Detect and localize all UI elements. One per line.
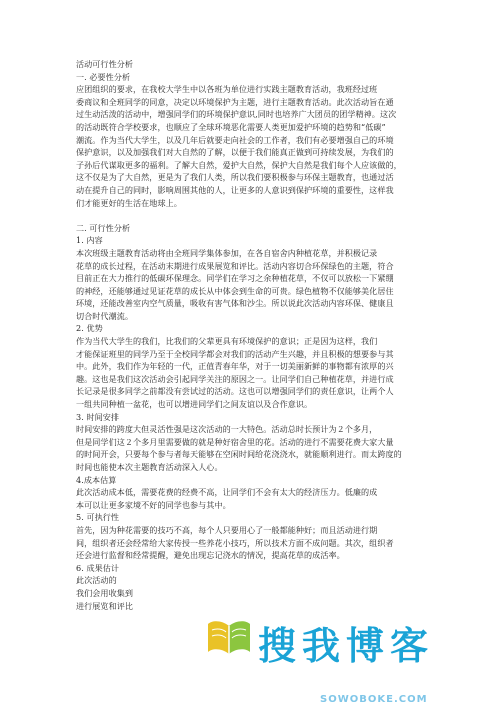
paragraph-necessity [76, 83, 428, 209]
text-line: 我们会用收集到 [76, 587, 134, 598]
subheading-executability: 5. 可执行性 [76, 512, 120, 523]
document-body [76, 58, 428, 612]
text-line: 才能保证班里的同学乃至于全校同学都会对我们的活动产生兴趣，并且积极的想要参与其 [76, 348, 394, 359]
subheading-schedule: 3. 时间安排 [76, 411, 120, 422]
subheading-advantage: 2. 优势 [76, 323, 103, 334]
text-line: 目前正在大力推行的低碳环保理念。同学们在学习之余种植花草，不仅可以放松一下紧绷 [76, 273, 394, 284]
text-line: 环境，还能改善室内空气质量，吸收有害气体和沙尘。所以说此次活动内容环保、健康且 [76, 298, 394, 309]
text-line: 趣。这也是我们这次活动会引起同学关注的原因之一。让同学们自己种植花草，并进行成 [76, 373, 394, 384]
paragraph-content [76, 247, 428, 323]
paragraph-schedule [76, 423, 428, 473]
blank-line [76, 209, 428, 222]
text-line: 们才能更好的生活在地球上。 [76, 197, 182, 208]
text-line: 还会进行监督和经常提醒，避免出现忘记浇水的情况，提高花草的成活率。 [76, 550, 345, 561]
text-line: 的活动既符合学校要求，也顺应了全球环境恶化需要人类更加爱护环境的趋势和“低碳” [76, 121, 386, 132]
text-line: 作为当代大学生的我们，比我们的父辈更具有环境保护的意识；正是因为这样，我们 [76, 336, 378, 347]
book-icon [206, 618, 252, 656]
text-line: 本次班级主题教育活动将由全班同学集体参加，在各自宿舍内种植花草，并积极记录 [76, 247, 378, 258]
text-line: 时间也能使本次主题教育活动深入人心。 [76, 462, 223, 472]
text-line: 进行展览和评比 [76, 600, 134, 611]
section-heading-necessity: 一. 必要性分析 [76, 71, 131, 82]
text-line: 应团组织的要求，在我校大学生中以各班为单位进行实践主题教育活动，我班经过班 [76, 84, 378, 95]
watermark-url: SOWOBOKE.COM [320, 694, 428, 705]
watermark-text: 搜我博客 [258, 624, 435, 668]
subheading-content: 1. 内容 [76, 235, 103, 246]
text-line: 的神经，还能够通过见证花草的成长从中体会到生命的可贵。绿色植物不仅能够美化居住 [76, 285, 394, 296]
paragraph-cost [76, 486, 428, 511]
text-line: 本可以让更多家境不好的同学也参与其中。 [76, 499, 231, 510]
text-line: 首先，因为种花需要的技巧不高，每个人只要用心了一般都能种好；而且活动进行期 [76, 524, 378, 535]
text-line: 的时间开会，只要每个参与者每天能够在空闲时间给花浇浇水，就能顺利进行。而太跨度的 [76, 449, 402, 460]
text-line: 此次活动的 [76, 575, 117, 586]
text-line: 此次活动成本低，需要花费的经费不高，让同学们不会有太大的经济压力。低廉的成 [76, 487, 378, 498]
paragraph-results [76, 574, 428, 612]
text-line: 间，组织者还会经常给大家传授一些养花小技巧，所以技术方面不成问题。其次，组织者 [76, 537, 394, 548]
text-line: 保护意识，以及加强我们对大自然的了解，以便于我们能真正做到可持续发展，为我们的 [76, 147, 394, 158]
text-line: 花草的成长过程，在活动末期进行成果展览和评比。活动内容切合环保绿色的主题，符合 [76, 260, 394, 271]
text-line: 但是同学们这２个多月里需要做的就是种好宿舍里的花。活动的进行不需要花费大家大量 [76, 436, 394, 447]
subheading-cost: 4.成本估算 [76, 474, 117, 485]
text-line: 一组共同种植一盆花，也可以增进同学们之间友谊以及合作意识。 [76, 399, 313, 410]
section-heading-feasibility: 二. 可行性分析 [76, 222, 131, 233]
text-line: 潮流。作为当代大学生，以及几年后就要走向社会的工作者，我们有必要增强自己的环境 [76, 134, 394, 145]
paragraph-executability [76, 524, 428, 562]
text-line: 子孙后代谋取更多的福利。了解大自然，爱护大自然，保护大自然是我们每个人应该做的， [76, 159, 402, 170]
text-line: 委商议和全班同学的同意，决定以环境保护为主题，进行主题教育活动。此次活动旨在通 [76, 96, 394, 107]
paragraph-advantage [76, 335, 428, 411]
text-line: 时间安排的跨度大但灵活性强是这次活动的一大特色。活动总时长预计为２个多月， [76, 424, 378, 435]
text-line: 中。此外，我们作为年轻的一代，正值青春年华，对于一切美丽新鲜的事物都有浓厚的兴 [76, 361, 394, 372]
watermark-logo [200, 612, 500, 708]
text-line: 动在提升自己的同时，影响周围其他的人，让更多的人意识到保护环境的重要性，这样我 [76, 184, 394, 195]
text-line: 长记录是很多同学之前都没有尝试过的活动。这也可以增强同学们的责任意识，让两个人 [76, 386, 394, 397]
text-line: 这不仅是为了大自然，更是为了我们人类，所以我们要积极参与环保主题教育，也通过活 [76, 172, 394, 183]
text-line: 切合时代潮流。 [76, 310, 134, 321]
document-title: 活动可行性分析 [76, 59, 134, 69]
subheading-results: 6. 成果估计 [76, 562, 120, 573]
text-line: 过生动活泼的活动中，增强同学们的环境保护意识,同时也培养广大团员的团学精神。这次 [76, 109, 397, 120]
